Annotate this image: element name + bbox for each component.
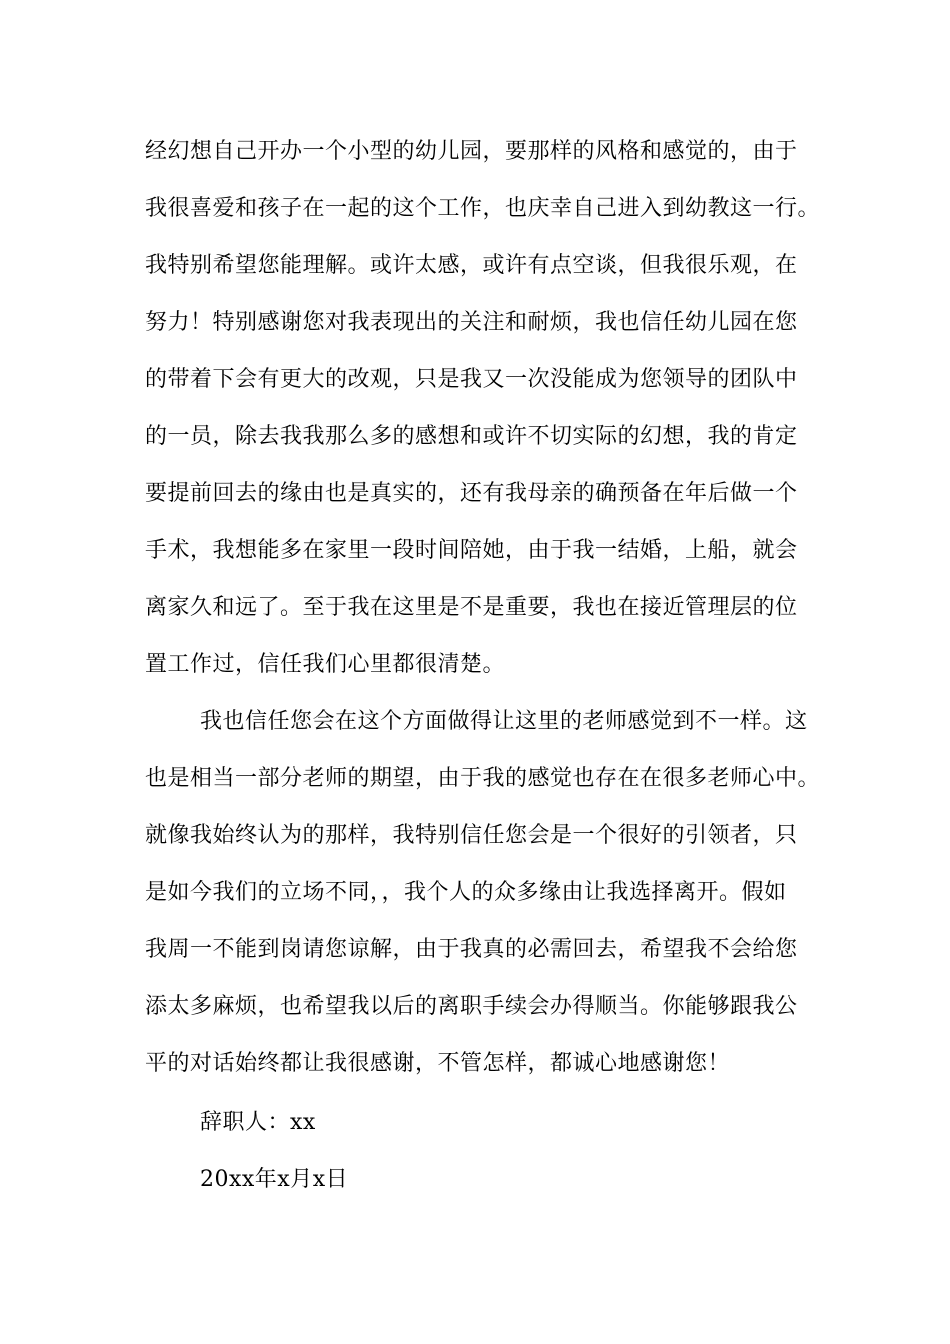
paragraph-1-line-10: 置工作过，信任我们心里都很清楚。 bbox=[145, 652, 506, 677]
paragraph-2-line-4: 是如今我们的立场不同，，我个人的众多缘由让我选择离开。假如 bbox=[145, 880, 787, 905]
paragraph-2-line-6: 添太多麻烦，也希望我以后的离职手续会办得顺当。你能够跟我公 bbox=[145, 994, 798, 1019]
paragraph-2-line-7: 平的对话始终都让我很感谢，不管怎样，都诚心地感谢您！ bbox=[145, 1051, 731, 1076]
paragraph-1-line-5: 的带着下会有更大的改观，只是我又一次没能成为您领导的团队中 bbox=[145, 367, 798, 392]
paragraph-1-line-2: 我很喜爱和孩子在一起的这个工作，也庆幸自己进入到幼教这一行。 bbox=[145, 196, 821, 221]
paragraph-2-line-1: 我也信任您会在这个方面做得让这里的老师感觉到不一样。这 bbox=[200, 709, 808, 734]
paragraph-1-line-9: 离家久和远了。至于我在这里是不是重要，我也在接近管理层的位 bbox=[145, 595, 798, 620]
paragraph-2-line-5: 我周一不能到岗请您谅解，由于我真的必需回去，希望我不会给您 bbox=[145, 937, 798, 962]
signature: 辞职人：xx bbox=[200, 1110, 316, 1135]
paragraph-1-line-1: 经幻想自己开办一个小型的幼儿园，要那样的风格和感觉的，由于 bbox=[145, 139, 798, 164]
paragraph-1-line-4: 努力！特别感谢您对我表现出的关注和耐烦，我也信任幼儿园在您 bbox=[145, 310, 798, 335]
paragraph-1-line-3: 我特别希望您能理解。或许太感，或许有点空谈，但我很乐观，在 bbox=[145, 253, 798, 278]
paragraph-2-line-2: 也是相当一部分老师的期望，由于我的感觉也存在在很多老师心中。 bbox=[145, 766, 821, 791]
paragraph-1-line-8: 手术，我想能多在家里一段时间陪她，由于我一结婚，上船，就会 bbox=[145, 538, 798, 563]
paragraph-2-line-3: 就像我始终认为的那样，我特别信任您会是一个很好的引领者，只 bbox=[145, 823, 798, 848]
date: 20xx年x月x日 bbox=[200, 1167, 349, 1192]
paragraph-1-line-6: 的一员，除去我我那么多的感想和或许不切实际的幻想，我的肯定 bbox=[145, 424, 798, 449]
paragraph-1-line-7: 要提前回去的缘由也是真实的，还有我母亲的确预备在年后做一个 bbox=[145, 481, 798, 506]
